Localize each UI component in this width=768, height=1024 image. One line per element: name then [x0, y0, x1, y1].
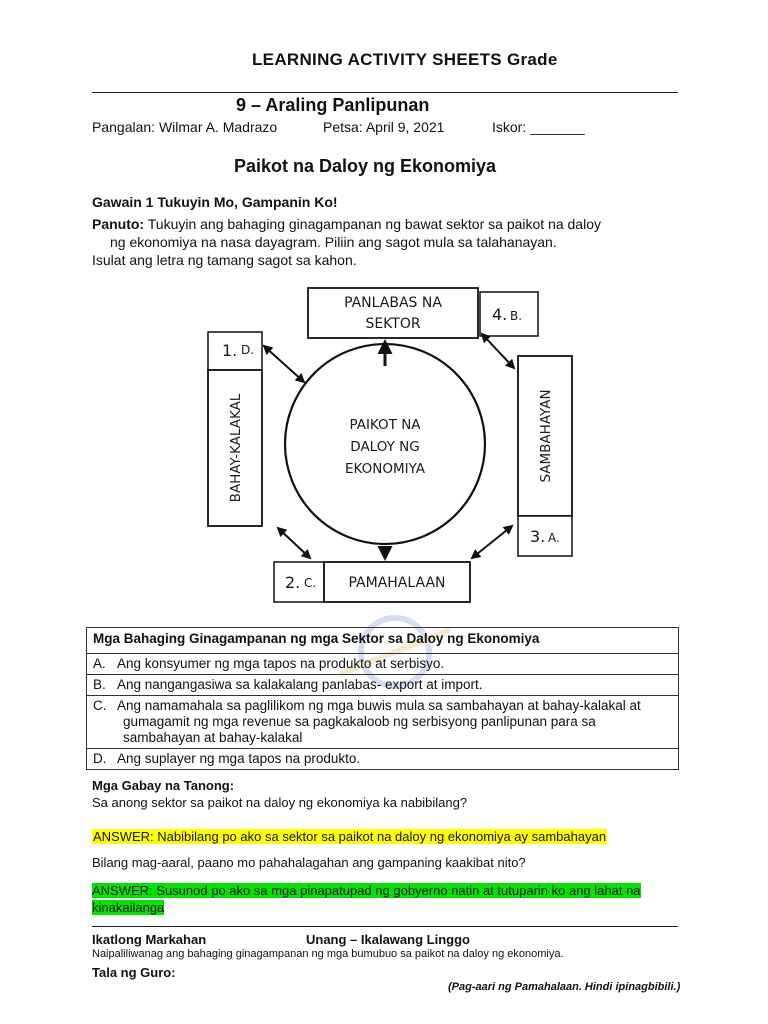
table-row — [87, 654, 679, 675]
answer-2: ANSWER: Susunod po ako sa mga pinapatupad ng gobyerno natin at tutuparin ko ang lahat na kinakailanga — [92, 883, 641, 915]
quarter-label: Ikatlong Markahan — [92, 932, 207, 947]
score-value: _______ — [530, 119, 585, 135]
answer-box-3-answer: A. — [548, 531, 560, 545]
date-row — [323, 119, 444, 135]
sector-roles-table — [86, 627, 679, 770]
business-sector-label: BAHAY-KALAKAL — [228, 393, 244, 503]
week-label: Unang – Ikalawang Linggo — [306, 932, 470, 947]
table-row — [87, 675, 679, 696]
answer-box-4 — [480, 292, 538, 336]
table-header-row — [87, 628, 679, 654]
instructions — [92, 215, 672, 269]
date-label: Petsa: — [323, 119, 363, 135]
answer-box-3-number: 3. — [530, 527, 546, 546]
header-divider — [92, 92, 678, 93]
row-text: Ang suplayer ng mga tapos na produkto. — [117, 751, 361, 766]
center-label-line-1: PAIKOT NA — [349, 417, 421, 433]
answer-1: ANSWER: Nabibilang po ako sa sektor sa paikot na daloy ng ekonomiya ay sambahayan — [93, 829, 607, 844]
instruction-line-2: ng ekonomiya na nasa dayagram. Piliin ang sagot mula sa talahanayan. — [110, 234, 557, 250]
score-row — [492, 119, 585, 135]
arrow-top-left — [264, 346, 304, 382]
footer-divider — [92, 926, 678, 927]
instruction-line-3: Isulat ang letra ng tamang sagot sa kahon. — [92, 252, 357, 268]
activity-title: Gawain 1 Tukuyin Mo, Gampanin Ko! — [92, 194, 338, 210]
government-sector-label: PAMAHALAAN — [348, 575, 446, 591]
name-row — [92, 119, 277, 135]
answer-box-1-number: 1. — [222, 341, 238, 360]
sheet-title: LEARNING ACTIVITY SHEETS Grade — [252, 50, 558, 69]
competency-text: Naipaliliwanag ang bahaging ginagampanan ng mga bumubuo sa paikot na daloy ng ekonomiya. — [92, 948, 564, 960]
center-label-line-3: EKONOMIYA — [344, 461, 426, 477]
question-2: Bilang mag-aaral, paano mo pahahalagahan ang gampaning kaakibat nito? — [92, 855, 526, 870]
answer-box-4-number: 4. — [492, 305, 508, 324]
row-letter: C. — [93, 698, 107, 713]
foreign-sector-line-2: SEKTOR — [365, 316, 421, 332]
guide-questions-title: Mga Gabay na Tanong: — [92, 778, 235, 793]
row-text: Ang nangangasiwa sa kalakalang panlabas- export at import. — [117, 677, 483, 692]
row-letter: D. — [93, 751, 107, 766]
answer-2-block — [92, 882, 682, 916]
answer-box-4-answer: B. — [510, 309, 523, 323]
arrow-bottom-right — [472, 526, 512, 558]
date-value: April 9, 2021 — [365, 119, 445, 135]
center-label-line-2: DALOY NG — [350, 439, 420, 455]
table-row — [87, 696, 679, 749]
row-text: Ang konsyumer ng mga tapos na produkto at serbisyo. — [117, 656, 445, 671]
household-sector-label: SAMBAHAYAN — [538, 389, 554, 483]
instruction-label: Panuto: — [92, 216, 145, 232]
teacher-notes-label: Tala ng Guro: — [92, 965, 176, 980]
topic-title: Paikot na Daloy ng Ekonomiya — [234, 156, 497, 176]
table-row — [87, 749, 679, 770]
instruction-line-1: Tukuyin ang bahaging ginagampanan ng bawat sektor sa paikot na daloy — [147, 216, 601, 232]
arrow-bottom-left — [278, 528, 310, 558]
ownership-note: (Pag-aari ng Pamahalaan. Hindi ipinagbibili.) — [448, 981, 681, 993]
name-label: Pangalan: — [92, 119, 156, 135]
name-value: Wilmar A. Madrazo — [158, 119, 278, 135]
question-1: Sa anong sektor sa paikot na daloy ng ekonomiya ka nabibilang? — [92, 795, 468, 810]
arrow-top-right — [482, 334, 514, 368]
answer-box-2-number: 2. — [285, 573, 301, 592]
foreign-sector-line-1: PANLABAS NA — [344, 295, 442, 311]
row-letter: A. — [93, 656, 106, 671]
answer-box-2-answer: C. — [304, 576, 317, 590]
subject-title: 9 – Araling Panlipunan — [236, 95, 430, 115]
answer-box-1-answer: D. — [241, 343, 255, 357]
score-label: Iskor: — [492, 119, 527, 135]
row-letter: B. — [93, 677, 106, 692]
table-header: Mga Bahaging Ginagampanan ng mga Sektor sa Daloy ng Ekonomiya — [87, 628, 679, 654]
row-text: Ang namamahala sa paglilikom ng mga buwis mula sa sambahayan at bahay-kalakal at gumagamit ng mga revenue sa pagkakaloob ng serbisyong panlipunan para sa sambahayan at bahay-kalakal — [117, 698, 641, 745]
circular-flow-diagram — [196, 282, 580, 610]
